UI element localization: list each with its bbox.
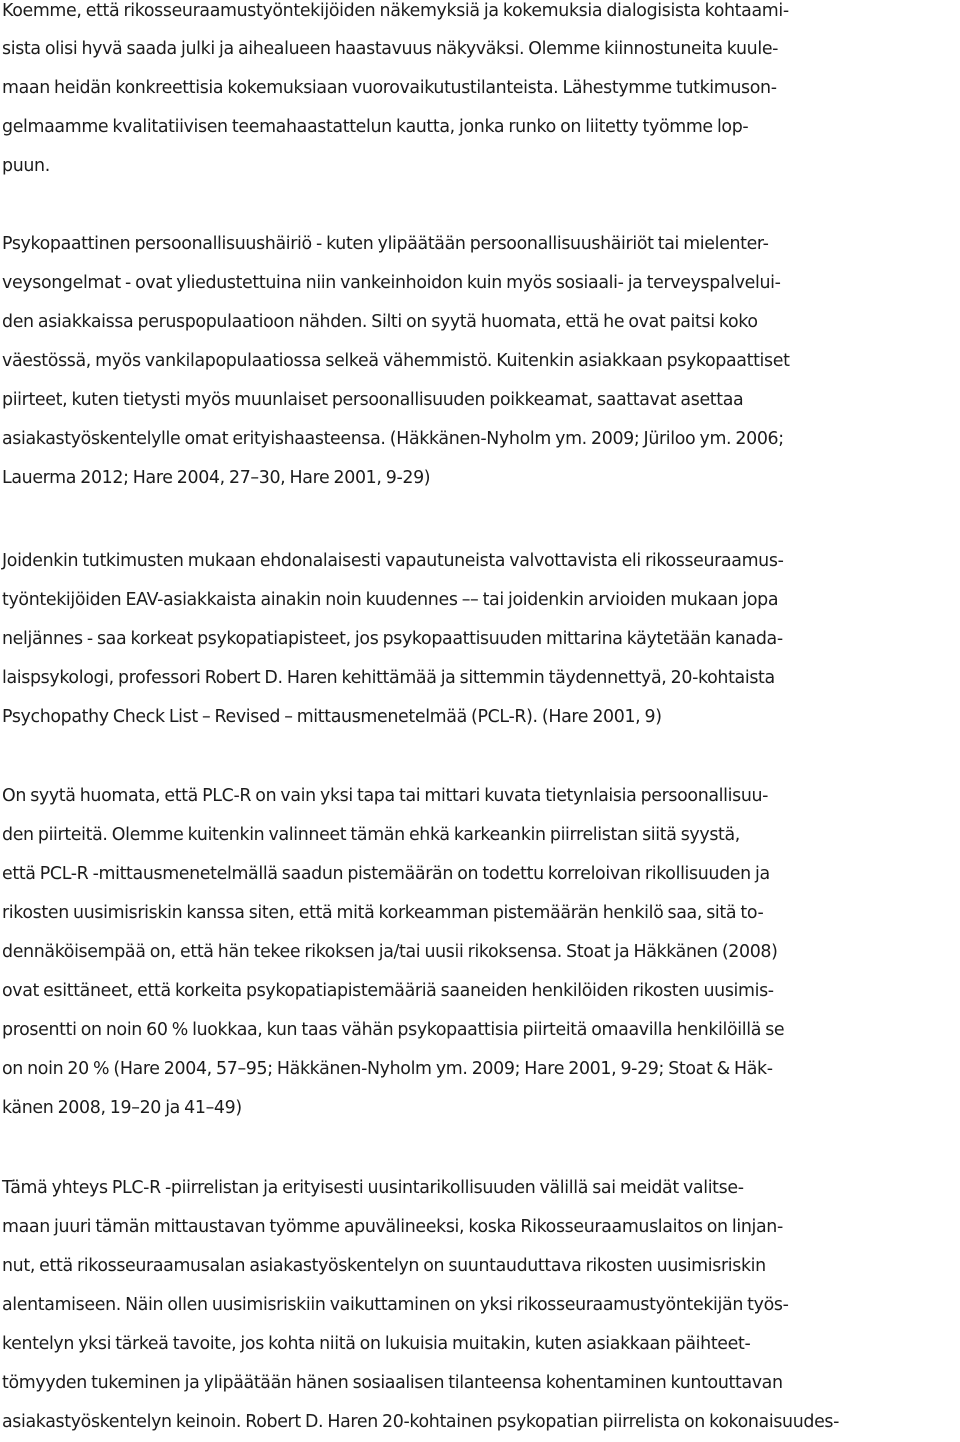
text-line: Lauerma 2012; Hare 2004, 27–30, Hare 2001, 9-29)	[2, 468, 431, 488]
text-line: Joidenkin tutkimusten mukaan ehdonalaisesti vapautuneista valvottavista eli rikosseuraamus-	[2, 551, 784, 571]
text-line: rikosten uusimisriskin kanssa siten, että mitä korkeamman pistemäärän henkilö saa, sitä to-	[2, 903, 764, 923]
text-line: den piirteitä. Olemme kuitenkin valinneet tämän ehkä karkeankin piirrelistan siitä syystä,	[2, 825, 740, 845]
text-line: On syytä huomata, että PLC-R on vain yksi tapa tai mittari kuvata tietynlaisia persoonallisuu-	[2, 786, 769, 806]
text-line: Tämä yhteys PLC-R -piirrelistan ja erityisesti uusintarikollisuuden välillä sai meidät valitse-	[2, 1178, 744, 1198]
text-line: laispsykologi, professori Robert D. Haren kehittämää ja sittemmin täydennettyä, 20-kohtaista	[2, 668, 775, 688]
text-line: työntekijöiden EAV-asiakkaista ainakin noin kuudennes –– tai joidenkin arvioiden mukaan jopa	[2, 590, 779, 610]
text-line: kentelyn yksi tärkeä tavoite, jos kohta niitä on lukuisia muitakin, kuten asiakkaan päihteet-	[2, 1334, 751, 1354]
text-line: känen 2008, 19–20 ja 41–49)	[2, 1098, 242, 1118]
text-line: ovat esittäneet, että korkeita psykopatiapistemääriä saaneiden henkilöiden rikosten uusimis-	[2, 981, 774, 1001]
text-line: että PCL-R -mittausmenetelmällä saadun pistemäärän on todettu korreloivan rikollisuuden ja	[2, 864, 770, 884]
text-line: Koemme, että rikosseuraamustyöntekijöiden näkemyksiä ja kokemuksia dialogisista kohtaami-	[2, 1, 789, 21]
text-line: tömyyden tukeminen ja ylipäätään hänen sosiaalisen tilanteensa kohentaminen kuntouttavan	[2, 1373, 783, 1393]
text-line: Psychopathy Check List – Revised – mittausmenetelmää (PCL-R). (Hare 2001, 9)	[2, 707, 662, 727]
text-line: on noin 20 % (Hare 2004, 57–95; Häkkänen-Nyholm ym. 2009; Hare 2001, 9-29; Stoat & Häk-	[2, 1059, 773, 1079]
text-line: gelmaamme kvalitatiivisen teemahaastattelun kautta, jonka runko on liitetty työmme lop-	[2, 117, 749, 137]
text-line: alentamiseen. Näin ollen uusimisriskiin vaikuttaminen on yksi rikosseuraamustyöntekijän työs-	[2, 1295, 789, 1315]
text-line: puun.	[2, 156, 50, 176]
text-line: asiakastyöskentelylle omat erityishaasteensa. (Häkkänen-Nyholm ym. 2009; Jüriloo ym. 2006;	[2, 429, 784, 449]
text-line: den asiakkaissa peruspopulaatioon nähden. Silti on syytä huomata, että he ovat paitsi koko	[2, 312, 758, 332]
text-line: dennäköisempää on, että hän tekee rikoksen ja/tai uusii rikoksensa. Stoat ja Häkkänen (2008)	[2, 942, 778, 962]
text-line: maan juuri tämän mittaustavan työmme apuvälineeksi, koska Rikosseuraamuslaitos on linjan-	[2, 1217, 783, 1237]
text-line: veysongelmat - ovat yliedustettuina niin vankeinhoidon kuin myös sosiaali- ja terveyspalvelui-	[2, 273, 781, 293]
text-line: sista olisi hyvä saada julki ja aihealueen haastavuus näkyväksi. Olemme kiinnostuneita kuule-	[2, 39, 779, 59]
text-line: asiakastyöskentelyn keinoin. Robert D. Haren 20-kohtainen psykopatian piirrelista on kokonaisuudes-	[2, 1412, 840, 1432]
text-line: piirteet, kuten tietysti myös muunlaiset persoonallisuuden poikkeamat, saattavat asettaa	[2, 390, 744, 410]
text-line: nut, että rikosseuraamusalan asiakastyöskentelyn on suuntauduttava rikosten uusimisriskin	[2, 1256, 766, 1276]
text-line: prosentti on noin 60 % luokkaa, kun taas vähän psykopaattisia piirteitä omaavilla henkilöillä se	[2, 1020, 785, 1040]
text-line: maan heidän konkreettisia kokemuksiaan vuorovaikutustilanteista. Lähestymme tutkimuson-	[2, 78, 777, 98]
text-line: väestössä, myös vankilapopulaatiossa selkeä vähemmistö. Kuitenkin asiakkaan psykopaattiset	[2, 351, 790, 371]
text-line: neljännes - saa korkeat psykopatiapisteet, jos psykopaattisuuden mittarina käytetään kanada-	[2, 629, 783, 649]
text-line: Psykopaattinen persoonallisuushäiriö - kuten ylipäätään persoonallisuushäiriöt tai mielenter-	[2, 234, 769, 254]
